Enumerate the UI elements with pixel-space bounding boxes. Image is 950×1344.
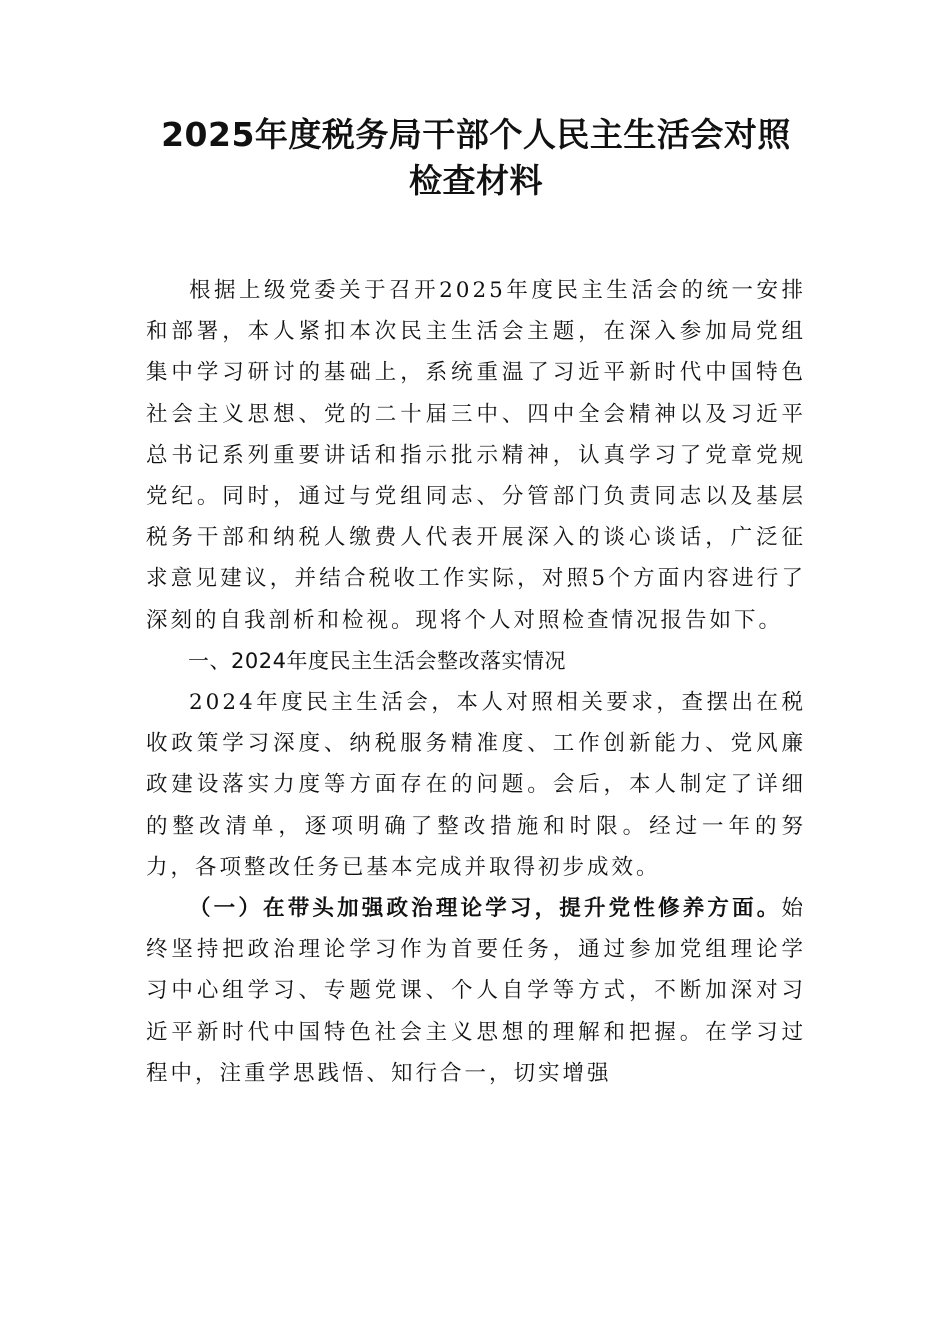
document-page — [146, 112, 806, 1094]
subsection-1-paragraph — [146, 888, 806, 1094]
intro-paragraph: 根据上级党委关于召开2025年度民主生活会的统一安排和部署，本人紧扣本次民主生活会主题，在深入参加局党组集中学习研讨的基础上，系统重温了习近平新时代中国特色社会主义思想、党的二十届三中、四中全会精神以及习近平总书记系列重要讲话和指示批示精神，认真学习了党章党规党纪。同时，通过与党组同志、分管部门负责同志以及基层税务干部和纳税人缴费人代表开展深入的谈心谈话，广泛征求意见建议，并结合税收工作实际，对照5个方面内容进行了深刻的自我剖析和检视。现将个人对照检查情况报告如下。 — [146, 278, 806, 633]
document-title — [146, 112, 806, 204]
section-1-heading: 一、2024年度民主生活会整改落实情况 — [188, 648, 566, 673]
document-body — [146, 270, 806, 1094]
title-line-2: 检查材料 — [409, 161, 543, 200]
subsection-1-text: 始终坚持把政治理论学习作为首要任务，通过参加党组理论学习中心组学习、专题党课、个人自学等方式，不断加深对习近平新时代中国特色社会主义思想的理解和把握。在学习过程中，注重学思践悟、知行合一，切实增强 — [146, 896, 806, 1086]
section-1-paragraph: 2024年度民主生活会，本人对照相关要求，查摆出在税收政策学习深度、纳税服务精准度、工作创新能力、党风廉政建设落实力度等方面存在的问题。会后，本人制定了详细的整改清单，逐项明确了整改措施和时限。经过一年的努力，各项整改任务已基本完成并取得初步成效。 — [146, 690, 806, 880]
subsection-1-heading: （一）在带头加强政治理论学习，提升党性修养方面。 — [189, 896, 782, 922]
title-line-1: 2025年度税务局干部个人民主生活会对照 — [161, 115, 791, 154]
